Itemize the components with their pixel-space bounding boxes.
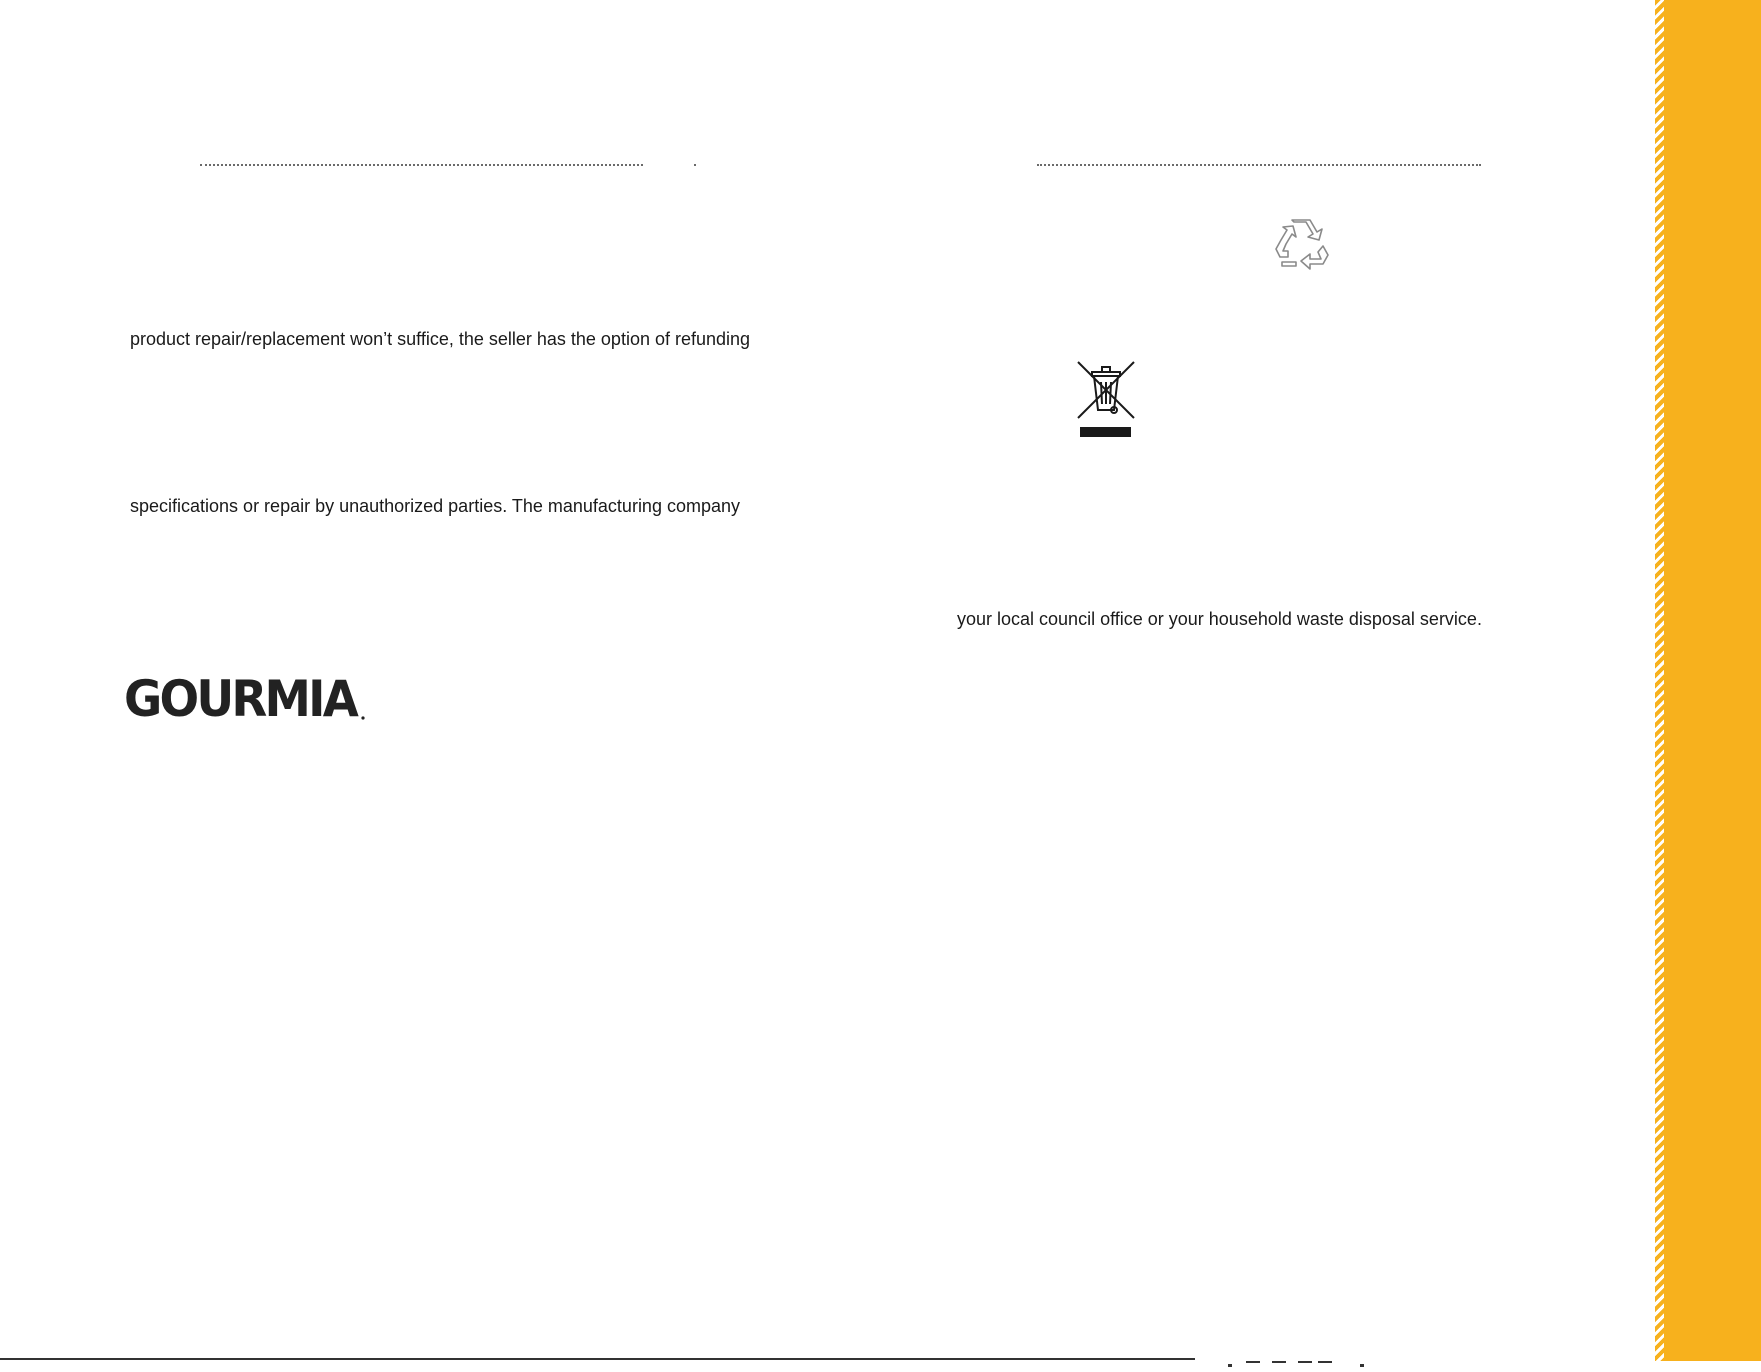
gourmia-logo (124, 668, 366, 724)
recycle-icon (1272, 216, 1330, 270)
disposal-text-line: your local council office or your household waste disposal service. (957, 609, 1482, 629)
left-header-rule (200, 164, 643, 166)
warranty-text-line-1: product repair/replacement won’t suffice, the seller has the option of refunding (130, 329, 751, 349)
warranty-text-line-2: specifications or repair by unauthorized parties. The manufacturing company (130, 496, 740, 516)
svg-text:GOURMIA: GOURMIA (124, 670, 360, 724)
crossed-out-wheelie-bin-icon (1076, 360, 1136, 438)
bottom-rule (0, 1358, 1195, 1360)
bottom-marks (1228, 1354, 1388, 1360)
right-header-rule (1037, 164, 1481, 166)
left-header-dot (694, 164, 696, 166)
accent-side-band (1664, 0, 1761, 1361)
